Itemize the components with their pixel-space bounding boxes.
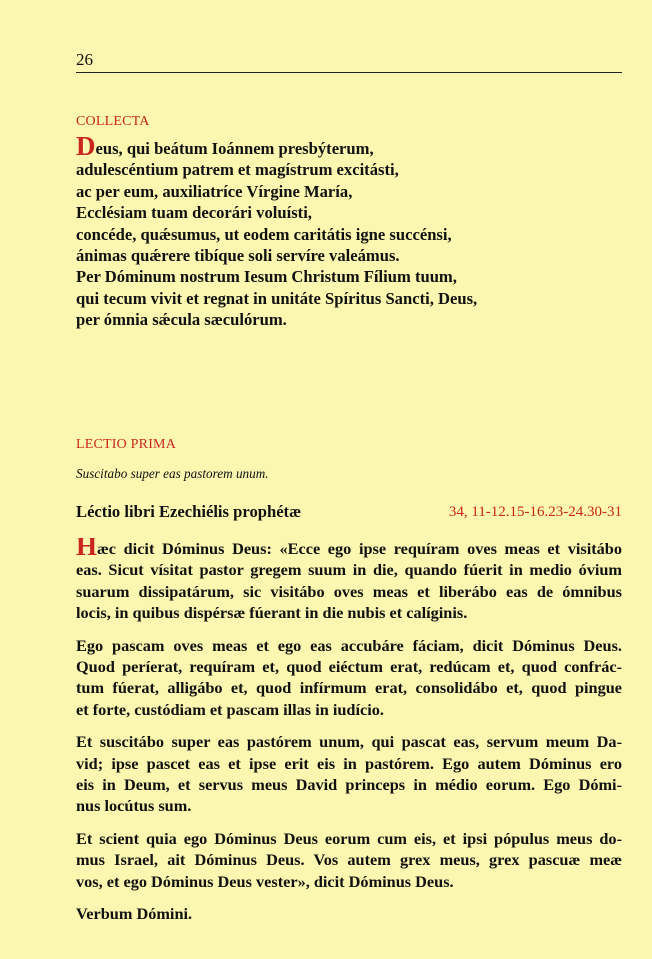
reading-line: eas. Sicut vísitat pastor gregem suum in die, quando fúerit in medio óvium xyxy=(76,560,622,580)
prayer-line xyxy=(76,131,616,161)
reading-line: Quod períerat, requíram et, quod eiéctum erat, redúcam et, quod confrác- xyxy=(76,657,622,677)
header-rule xyxy=(76,72,622,73)
prayer-line-text: eus, qui beátum Ioánnem presbýterum, xyxy=(95,139,374,158)
reading-line-text: æc dicit Dóminus Deus: «Ecce ego ipse requíram oves meas et visitábo xyxy=(97,539,622,558)
reading-heading: Léctio libri Ezechiélis prophétæ xyxy=(76,502,302,521)
prayer-line: Per Dóminum nostrum Iesum Christum Fílium tuum, xyxy=(76,267,457,287)
prayer-line: qui tecum vivit et regnat in unitáte Spíritus Sancti, Deus, xyxy=(76,288,478,308)
reading-paragraph xyxy=(76,538,622,624)
reading-line: locis, in quibus dispérsæ fúerant in die nubis et calíginis. xyxy=(76,603,468,623)
lectio-label: LECTIO PRIMA xyxy=(76,437,177,452)
reading-line: Ego pascam oves meas et ego eas accubáre fáciam, dicit Dóminus Deus. xyxy=(76,635,622,655)
reading-line: mus Israel, ait Dóminus Deus. Vos autem grex meus, grex pascuæ meæ xyxy=(76,850,622,870)
reading-paragraph xyxy=(76,635,622,721)
collecta-prayer xyxy=(76,131,616,331)
drop-cap: H xyxy=(76,538,98,560)
verbum-domini: Verbum Dómini. xyxy=(76,904,193,924)
prayer-line: adulescéntium patrem et magístrum excitásti, xyxy=(76,160,399,180)
prayer-line: per ómnia sǽcula sæculórum. xyxy=(76,310,287,330)
prayer-line: Ecclésiam tuam decorári voluísti, xyxy=(76,203,312,223)
reading-line: Et scient quia ego Dóminus Deus eorum cum eis, et ipsi pópulus meus do- xyxy=(76,828,622,848)
prayer-line: ac per eum, auxiliatríce Vírgine María, xyxy=(76,181,353,201)
reading-subtitle: Suscitabo super eas pastorem unum. xyxy=(76,466,269,481)
drop-cap: D xyxy=(76,131,96,161)
reading-line: eis in Deum, et servus meus David princeps in médio eorum. Ego Dómi- xyxy=(76,775,622,795)
reading-line xyxy=(76,538,622,559)
reading-paragraph xyxy=(76,731,622,817)
reading-paragraph xyxy=(76,903,622,924)
reading-line: vid; ipse pascet eas et ipse erit eis in pastórem. Ego autem Dóminus ero xyxy=(76,753,622,773)
reading-text xyxy=(76,538,622,936)
page-number: 26 xyxy=(76,50,93,69)
scripture-reference: 34, 11-12.15-16.23-24.30-31 xyxy=(448,504,622,520)
prayer-line: ánimas quǽrere tibíque soli servíre valeámus. xyxy=(76,246,400,266)
reading-paragraph xyxy=(76,828,622,892)
reading-line: Et suscitábo super eas pastórem unum, qui pascat eas, servum meum Da- xyxy=(76,732,622,752)
reading-line: vos, et ego Dóminus Deus vester», dicit Dóminus Deus. xyxy=(76,871,454,891)
reading-line: nus locútus sum. xyxy=(76,796,192,816)
reading-line: suarum dissipatárum, sic visitábo oves meas et liberábo eas de ómnibus xyxy=(76,581,622,601)
reading-line: et forte, custódiam et pascam illas in iudício. xyxy=(76,699,384,719)
reading-line: tum fúerat, alligábo et, quod infírmum erat, consolidábo et, quod pingue xyxy=(76,678,622,698)
prayer-line: concéde, quǽsumus, ut eodem caritátis igne succénsi, xyxy=(76,224,452,244)
collecta-label: COLLECTA xyxy=(76,114,150,129)
